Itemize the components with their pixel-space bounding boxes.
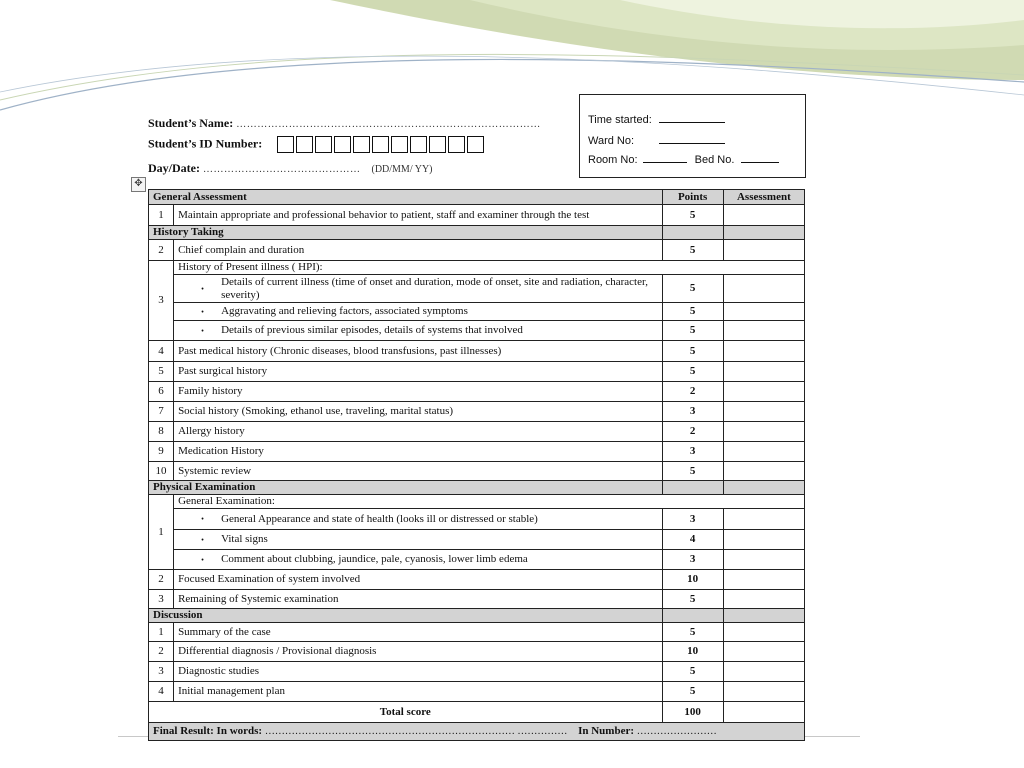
row-points: 3 — [662, 509, 723, 530]
assessment-cell[interactable] — [723, 442, 804, 462]
row-number: 1 — [149, 495, 174, 570]
assessment-cell[interactable] — [723, 462, 804, 481]
row-number: 8 — [149, 422, 174, 442]
row-number: 3 — [149, 590, 174, 609]
row-points: 5 — [662, 362, 723, 382]
row-points: 3 — [662, 402, 723, 422]
table-row — [149, 341, 805, 362]
row-points: 10 — [662, 570, 723, 590]
table-move-handle-icon[interactable]: ✥ — [131, 177, 146, 192]
student-id-label: Student’s ID Number: — [148, 136, 263, 151]
row-points: 5 — [662, 662, 723, 682]
assessment-cell[interactable] — [723, 321, 804, 341]
final-in-number-blank[interactable]: …………………… — [636, 726, 717, 737]
room-no-blank[interactable] — [643, 152, 687, 163]
section-title: Discussion — [149, 609, 663, 623]
student-name-blank[interactable]: …………………………………………………………………………… — [236, 119, 541, 130]
assessment-cell[interactable] — [723, 275, 804, 303]
assessment-cell[interactable] — [723, 240, 804, 261]
assessment-column-header: Assessment — [723, 190, 804, 205]
row-points: 3 — [662, 442, 723, 462]
assessment-cell[interactable] — [723, 422, 804, 442]
assessment-table — [148, 189, 805, 741]
total-score-row — [149, 702, 805, 723]
assessment-cell[interactable] — [723, 509, 804, 530]
id-digit-box[interactable] — [467, 136, 484, 153]
row-item: • Details of current illness (time of onset and duration, mode of onset, site and radiation, character, severity) — [174, 275, 662, 303]
table-subrow — [149, 509, 805, 530]
student-name-field — [148, 116, 541, 131]
id-digit-box[interactable] — [391, 136, 408, 153]
row-item: • Aggravating and relieving factors, associated symptoms — [174, 303, 662, 321]
final-in-words-blank[interactable]: ………………………………………………………………… …………… — [264, 726, 568, 737]
time-started-blank[interactable] — [659, 112, 725, 123]
row-item: Past surgical history — [174, 362, 662, 382]
table-row — [149, 402, 805, 422]
time-started-field — [588, 112, 725, 126]
section-title: General Assessment — [149, 190, 663, 205]
day-date-label: Day/Date: — [148, 161, 200, 175]
row-points: 5 — [662, 682, 723, 702]
row-number: 2 — [149, 240, 174, 261]
section-header-discussion — [149, 609, 805, 623]
total-assessment-cell[interactable] — [723, 702, 804, 723]
id-digit-box[interactable] — [410, 136, 427, 153]
final-in-number-label: In Number: — [578, 725, 635, 737]
table-subrow — [149, 550, 805, 570]
row-points: 5 — [662, 321, 723, 341]
assessment-cell[interactable] — [723, 550, 804, 570]
time-started-label: Time started: — [588, 114, 652, 126]
row-points: 2 — [662, 422, 723, 442]
assessment-cell[interactable] — [723, 205, 804, 226]
row-number: 5 — [149, 362, 174, 382]
bed-no-blank[interactable] — [741, 152, 779, 163]
row-item: Past medical history (Chronic diseases, blood transfusions, past illnesses) — [174, 341, 662, 362]
date-format-hint: (DD/MM/ YY) — [371, 164, 433, 175]
assessment-cell[interactable] — [723, 642, 804, 662]
row-item: Diagnostic studies — [174, 662, 662, 682]
table-subrow — [149, 530, 805, 550]
id-digit-box[interactable] — [334, 136, 351, 153]
row-item: • Vital signs — [174, 530, 662, 550]
bullet-icon: • — [201, 555, 204, 564]
bullet-icon: • — [201, 284, 204, 293]
row-item: History of Present illness ( HPI): — [174, 261, 805, 275]
row-number: 2 — [149, 642, 174, 662]
section-title: Physical Examination — [149, 481, 663, 495]
total-score-label: Total score — [149, 702, 663, 723]
row-points: 5 — [662, 303, 723, 321]
row-points: 3 — [662, 550, 723, 570]
section-title: History Taking — [149, 226, 663, 240]
table-row — [149, 682, 805, 702]
bullet-icon: • — [201, 535, 204, 544]
row-item: General Examination: — [174, 495, 805, 509]
room-no-label: Room No: — [588, 154, 638, 166]
id-digit-box[interactable] — [448, 136, 465, 153]
row-points: 5 — [662, 240, 723, 261]
row-points: 5 — [662, 341, 723, 362]
final-in-words-label: Final Result: In words: — [153, 725, 263, 737]
table-row — [149, 662, 805, 682]
row-item: Differential diagnosis / Provisional diagnosis — [174, 642, 662, 662]
table-subrow — [149, 321, 805, 341]
table-row — [149, 362, 805, 382]
table-row — [149, 205, 805, 226]
row-item: • Details of previous similar episodes, details of systems that involved — [174, 321, 662, 341]
row-number: 6 — [149, 382, 174, 402]
bullet-icon: • — [201, 326, 204, 335]
table-row — [149, 442, 805, 462]
student-name-label: Student’s Name: — [148, 116, 234, 130]
assessment-cell[interactable] — [723, 362, 804, 382]
row-number: 9 — [149, 442, 174, 462]
day-date-blank[interactable]: ……………………………………… — [202, 164, 361, 175]
id-digit-box[interactable] — [372, 136, 389, 153]
row-item: Focused Examination of system involved — [174, 570, 662, 590]
final-result-row — [149, 723, 805, 741]
section-header-history — [149, 226, 805, 240]
row-points: 2 — [662, 382, 723, 402]
row-item: Chief complain and duration — [174, 240, 662, 261]
row-points: 5 — [662, 462, 723, 481]
table-row — [149, 570, 805, 590]
bullet-icon: • — [201, 307, 204, 316]
assessment-cell[interactable] — [723, 341, 804, 362]
session-info-box — [579, 94, 806, 178]
assessment-cell[interactable] — [723, 530, 804, 550]
row-points: 5 — [662, 590, 723, 609]
final-result-cell — [149, 723, 805, 741]
table-row — [149, 623, 805, 642]
row-item: Social history (Smoking, ethanol use, traveling, marital status) — [174, 402, 662, 422]
points-column-header: Points — [662, 190, 723, 205]
id-digit-box[interactable] — [315, 136, 332, 153]
id-digit-box[interactable] — [353, 136, 370, 153]
row-item: Summary of the case — [174, 623, 662, 642]
table-row — [149, 422, 805, 442]
room-bed-field — [588, 152, 779, 166]
id-digit-box[interactable] — [296, 136, 313, 153]
assessment-cell[interactable] — [723, 402, 804, 422]
table-row — [149, 495, 805, 509]
section-header-physical — [149, 481, 805, 495]
table-row — [149, 642, 805, 662]
bed-no-label: Bed No. — [694, 154, 735, 166]
assessment-cell[interactable] — [723, 623, 804, 642]
id-digit-box[interactable] — [277, 136, 294, 153]
assessment-cell[interactable] — [723, 662, 804, 682]
id-digit-box[interactable] — [429, 136, 446, 153]
row-points: 5 — [662, 275, 723, 303]
total-score-points: 100 — [662, 702, 723, 723]
table-row — [149, 462, 805, 481]
row-item: Allergy history — [174, 422, 662, 442]
assessment-cell[interactable] — [723, 303, 804, 321]
student-id-field — [148, 136, 486, 153]
row-number: 10 — [149, 462, 174, 481]
ward-no-blank[interactable] — [659, 133, 725, 144]
assessment-form-page — [118, 86, 860, 737]
row-item: Maintain appropriate and professional behavior to patient, staff and examiner through the test — [174, 205, 662, 226]
row-number: 3 — [149, 662, 174, 682]
day-date-field — [148, 161, 433, 176]
row-points: 4 — [662, 530, 723, 550]
row-item: Remaining of Systemic examination — [174, 590, 662, 609]
ward-no-label: Ward No: — [588, 135, 635, 147]
table-row — [149, 382, 805, 402]
section-header-general — [149, 190, 805, 205]
row-number: 3 — [149, 261, 174, 341]
table-row — [149, 240, 805, 261]
row-number: 4 — [149, 341, 174, 362]
row-number: 1 — [149, 623, 174, 642]
assessment-cell[interactable] — [723, 590, 804, 609]
assessment-cell[interactable] — [723, 570, 804, 590]
row-number: 2 — [149, 570, 174, 590]
table-row — [149, 261, 805, 275]
table-subrow — [149, 275, 805, 303]
bullet-icon: • — [201, 514, 204, 524]
row-points: 5 — [662, 205, 723, 226]
table-row — [149, 590, 805, 609]
row-number: 4 — [149, 682, 174, 702]
row-item: Systemic review — [174, 462, 662, 481]
assessment-cell[interactable] — [723, 382, 804, 402]
student-id-boxes — [277, 136, 486, 153]
row-points: 5 — [662, 623, 723, 642]
row-number: 7 — [149, 402, 174, 422]
row-item: • Comment about clubbing, jaundice, pale, cyanosis, lower limb edema — [174, 550, 662, 570]
ward-no-field — [588, 133, 725, 147]
row-item: • General Appearance and state of health (looks ill or distressed or stable) — [174, 509, 662, 530]
row-points: 10 — [662, 642, 723, 662]
row-number: 1 — [149, 205, 174, 226]
assessment-cell[interactable] — [723, 682, 804, 702]
table-subrow — [149, 303, 805, 321]
row-item: Medication History — [174, 442, 662, 462]
row-item: Family history — [174, 382, 662, 402]
row-item: Initial management plan — [174, 682, 662, 702]
